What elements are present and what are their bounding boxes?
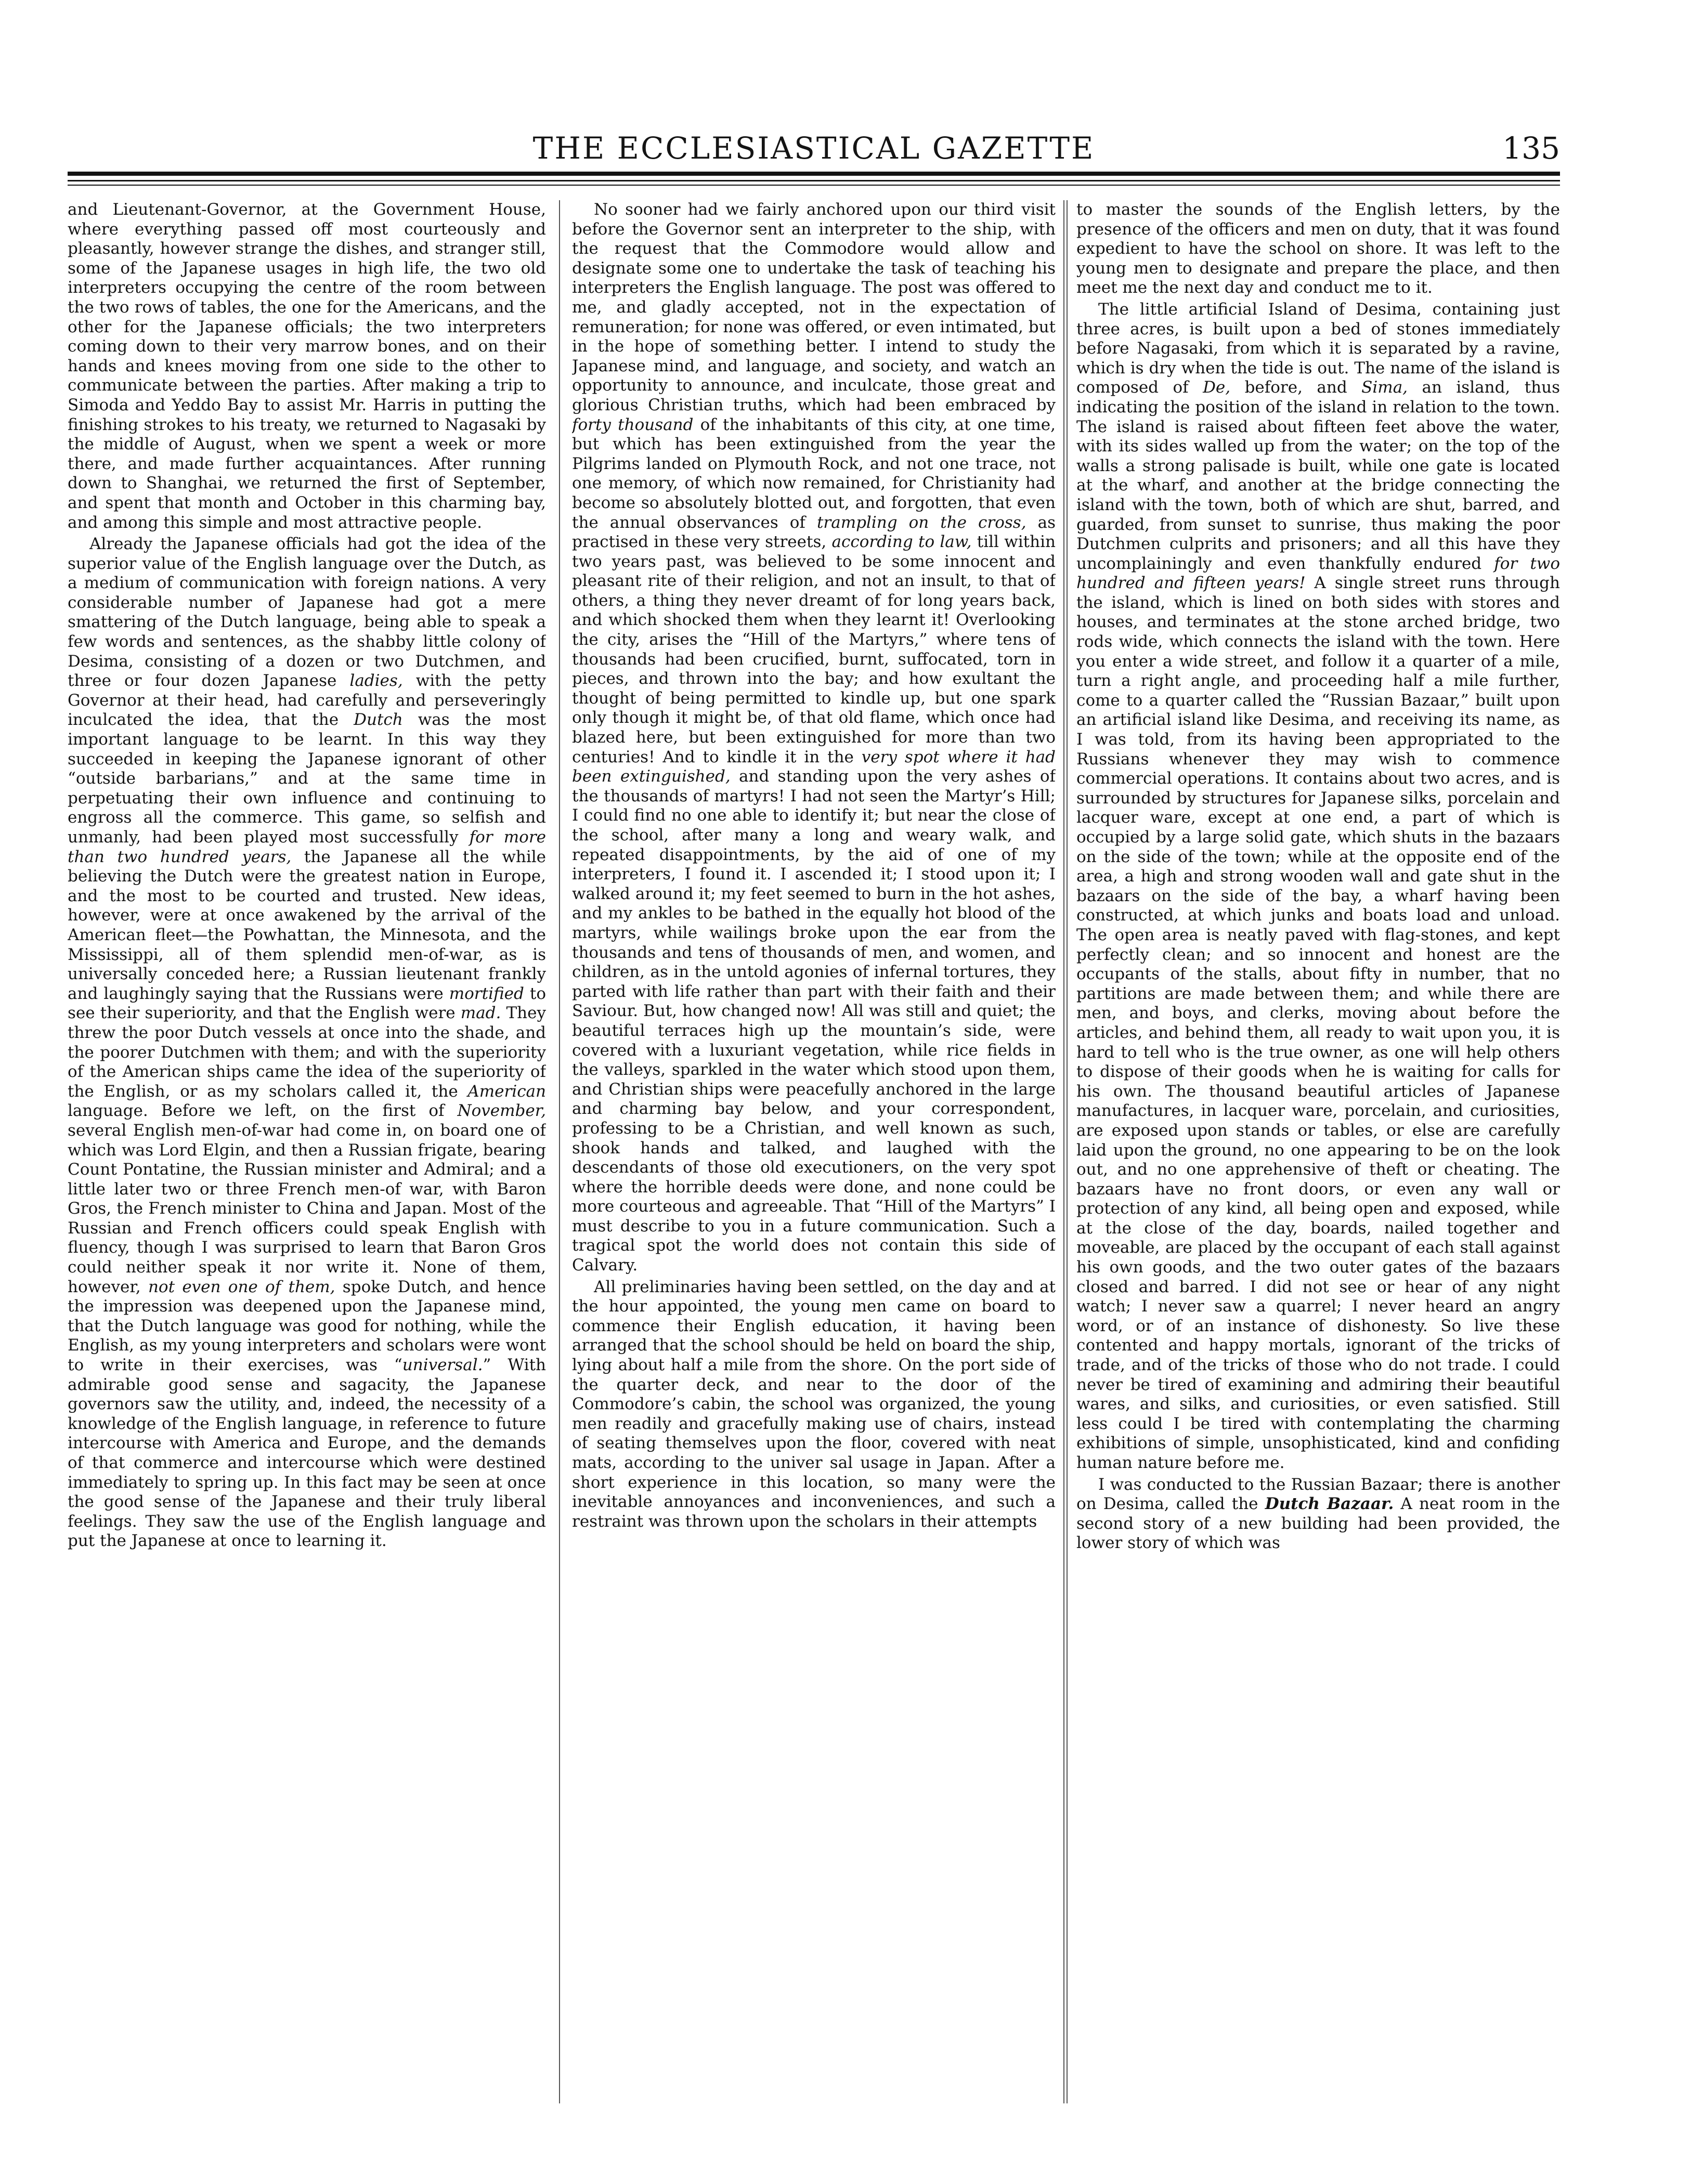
paragraph: [1076, 200, 1560, 298]
header-rule-thin: [68, 185, 1560, 186]
text-run: All preliminaries having been settled, on the day and at the hour appointed, the young men came on board to commence their English education, it having been arranged that the school should be held on board the ship, lying about half a mile from the shore. On the port side of the quarter deck, and near to the door of the Commodore’s cabin, the school was organized, the young men readily and gracefully making use of chairs, instead of seating themselves upon the floor, covered with neat mats, according to the univer sal usage in Japan. After a short experience in this location, so many were the inevitable annoyances and inconveniences, and such a restraint was thrown upon the scholars in their attempts: [572, 1277, 1056, 1531]
emphasis: Dutch: [354, 710, 403, 730]
text-run: spoke Dutch, and hence the impression was deepened upon the Japanese mind, that the Dutch language was good for nothing, while the English, as my young interpreters and scholars were wont to write in their exercises, was “: [68, 1277, 546, 1375]
emphasis: ladies,: [349, 671, 403, 691]
emphasis: universal.: [402, 1356, 483, 1375]
text-run: till within two years past, was believed to be some innocent and pleasant rite of their religion, and not an insult, to that of others, a thing they never dreamt of for long years back, and which shocked them when they learnt it! Overlooking the city, arises the “Hill of the Martyrs,” where tens of thousands had been crucified, burnt, suffocated, torn in pieces, and thrown into the bay; and how exultant the thought of being permitted to kindle up, but one spark only though it might be, of that old flame, which once had blazed here, but been extinguished for more than two centuries! And to kindle it in the: [572, 532, 1056, 766]
text-run: as practised in these very streets,: [572, 513, 1056, 552]
emphasis-bold: Dutch Bazaar.: [1265, 1494, 1394, 1514]
text-run: and standing upon the very ashes of the thousands of martyrs! I had not seen the Martyr’s Hill; I could find no one able to identify it; but near the close of the school, after many a long and weary walk, and repeated disappointments, by the aid of one of my interpreters, I found it. I ascended it; I stood upon it; I walked around it; my feet seemed to burn in the hot ashes, and my ankles to be bathed in the equally hot blood of the martyrs, while wailings broke upon the ear from the thousands and tens of thousands of men, and women, and children, as in the untold agonies of infernal tortures, they parted with life rather than part with their faith and their Saviour. But, how changed now! All was still and quiet; the beautiful terraces high up the mountain’s side, were covered with a luxuriant vegetation, while rice fields in the valleys, sparkled in the water which stood upon them, and Christian ships were peacefully anchored in the large and charming bay below, and your correspondent, professing to be a Christian, and well known as such, shook hands and talked, and laughed with the descendants of those old executioners, on the very spot where the horrible deeds were done, and none could be more courteous and agreeable. That “Hill of the Martyrs” I must describe to you in a future communication. Such a tragical spot the world does not contain this side of Calvary.: [572, 767, 1056, 1275]
text-run: the Japanese all the while believing the Dutch were the greatest nation in Europe, and the most to be courted and trusted. New ideas, however, were at once awakened by the arrival of the American fleet—the Powhattan, the Minnesota, and the Mississippi, all of them splendid men-of-war, as is universally conceded here; a Russian lieutenant frankly and laughingly saying that the Russians were: [68, 847, 546, 1003]
header-rule-medium: [68, 180, 1560, 181]
emphasis: American: [467, 1082, 546, 1101]
emphasis: mortified: [449, 984, 524, 1003]
emphasis: November,: [457, 1101, 546, 1121]
emphasis: according to law,: [831, 532, 972, 552]
text-column-2: [572, 200, 1056, 2119]
emphasis: forty thousand: [572, 415, 694, 434]
column-divider-2: [1063, 200, 1064, 2103]
paragraph: [1076, 1475, 1560, 1553]
emphasis: for two hundred and fifteen years!: [1076, 554, 1560, 593]
text-run: an island, thus indicating the position of the island in relation to the town. The island is raised about fifteen feet above the water, with its sides walled up from the water; on the top of the walls a strong palisade is built, while one gate is located at the wharf, and another at the bridge connecting the island with the town, both of which are shut, barred, and guarded, from sunset to sunrise, thus making the poor Dutchmen culprits and prisoners; and all this have they uncomplainingly and even thankfully endured: [1076, 378, 1560, 573]
text-column-3: [1076, 200, 1560, 2119]
text-column-1: [68, 200, 546, 2119]
text-run: language. Before we left, on the first of: [68, 1101, 458, 1121]
text-run: several English men-of-war had come in, on board one of which was Lord Elgin, and then a Russian frigate, bearing Count Pontatine, the Russian minister and Admiral; and a little later two or three French men-of war, with Baron Gros, the French minister to China and Japan. Most of the Russian and French officers could speak English with fluency, though I was surprised to learn that Baron Gros could neither speak it nor write it. None of them, however,: [68, 1121, 546, 1296]
text-run: ” With admirable good sense and sagacity, the Japanese governors saw the utility, and, indeed, the necessity of a knowledge of the English language, in reference to future intercourse with America and Europe, and the demands of that commerce and intercourse which were destined immediately to spring up. In this fact may be seen at once the good sense of the Japanese and their truly liberal feelings. They saw the use of the English language and put the Japanese at once to learning it.: [68, 1356, 546, 1551]
text-run: of the inhabitants of this city, at one time, but which has been extinguished from the year the Pilgrims landed on Plymouth Rock, and not one trace, not one memory, of which now remained, for Christianity had become so absolutely blotted out, and forgotten, that even the annual observances of: [572, 415, 1056, 532]
text-run: They threw the poor Dutch vessels at once into the shade, and the poorer Dutchmen with them; and with the superiority of the American ships came the idea of the superiority of the English, or as my scholars called it, the: [68, 1004, 546, 1101]
text-run: to master the sounds of the English letters, by the presence of the officers and men on duty, that it was found expedient to have the school on shore. It was left to the young men to designate and prepare the place, and then meet me the next day and conduct me to it.: [1076, 200, 1560, 297]
emphasis: for more than two hundred years,: [68, 828, 546, 866]
text-run: to see their superiority, and that the English were: [68, 984, 546, 1023]
emphasis: not even one of them,: [148, 1277, 335, 1296]
emphasis: Sima,: [1361, 378, 1408, 397]
emphasis: very spot where it had been extinguished,: [572, 747, 1056, 786]
paragraph: [1076, 300, 1560, 1473]
emphasis: [1265, 1494, 1394, 1513]
paragraph: [68, 200, 546, 532]
emphasis: mad.: [460, 1004, 501, 1023]
column-divider-1: [559, 200, 560, 2103]
page-number: 135: [1502, 131, 1560, 166]
header-rule-thick: [68, 172, 1560, 176]
column-divider-2-double: [1067, 200, 1068, 2103]
masthead: [68, 112, 1560, 190]
text-run: A single street runs through the island, which is lined on both sides with stores and houses, and terminates at the stone arched bridge, two rods wide, which connects the island with the town. Here you enter a wide street, and follow it a quarter of a mile, turn a right angle, and proceeding half a mile further, come to a quarter called the “Russian Bazaar,” built upon an artificial island like Desima, and receiving its name, as I was told, from its having been appropriated to the Russians whenever they may wish to commence commercial operations. It contains about two acres, and is surrounded by structures for Japanese silks, porcelain and lacquer ware, except at one end, a part of which is occupied by a large solid gate, which shuts in the bazaars on the side of the town; while at the opposite end of the area, a high and strong wooden wall and gate shut in the bazaars on the side of the bay, a wharf having been constructed, at which junks and boats load and unload. The open area is neatly paved with flag-stones, and kept perfectly clean; and so innocent and honest are the occupants of the stalls, about fifty in number, that no partitions are made between them; and while there are men, and boys, and clerks, moving about before the articles, and behind them, all ready to wait upon you, it is hard to tell who is the true owner, as one will help others to dispose of their goods when he is waiting for calls for his own. The thousand beautiful articles of Japanese manufactures, in lacquer ware, porcelain, and curiosities, are exposed upon stands or tables, or else are carefully laid upon the ground, no one appearing to be on the look out, and no one apprehensive of theft or cheating. The bazaars have no front doors, or even any wall or protection of any kind, all being open and exposed, while at the close of the day, boards, nailed together and moveable, are placed by the occupant of each stall against his own goods, and the two outer gates of the bazaars closed and barred. I did not see or hear of any night watch; I never saw a quarrel; I never heard an angry word, or of an instance of dishonesty. So live these contented and happy mortals, ignorant of the tricks of trade, and of the tricks of those who do not trade. I could never be tired of examining and admiring their beautiful wares, and silks, and curiosities, or even satisfied. Still less could I be tired with contemplating the charming exhibitions of simple, unsophisticated, kind and confiding human nature before me.: [1076, 574, 1560, 1472]
text-run: I was conducted to the Russian Bazaar; there is another on Desima, called the: [1076, 1475, 1560, 1514]
emphasis: De,: [1203, 378, 1231, 397]
text-run: A neat room in the second story of a new building had been provided, the lower story of which was: [1076, 1494, 1560, 1553]
paragraph: [572, 200, 1056, 1276]
page-title: THE ECCLESIASTICAL GAZETTE: [532, 131, 1095, 166]
paragraph: [68, 535, 546, 1551]
paragraph: [572, 1278, 1056, 1532]
text-run: Already the Japanese officials had got the idea of the superior value of the English language over the Dutch, as a medium of communication with foreign nations. A very considerable number of Japanese had got a mere smattering of the Dutch language, being able to speak a few words and sentences, as the shabby little colony of Desima, consisting of a dozen or two Dutchmen, and three or four dozen Japanese: [68, 535, 546, 691]
text-run: was the most important language to be learnt. In this way they succeeded in keeping the Japanese ignorant of other “outside barbarians,” and at the same time in perpetuating their own influence and continuing to engross all the commerce. This game, so selfish and unmanly, had been played most successfully: [68, 710, 546, 847]
emphasis: trampling on the cross,: [816, 513, 1026, 532]
text-run: and Lieutenant-Governor, at the Government House, where everything passed off most courteously and pleasantly, however strange the dishes, and stranger still, some of the Japanese usages in high life, the two old interpreters occupying the centre of the room between the two rows of tables, the one for the Americans, and the other for the Japanese officials; the two interpreters coming down to their very marrow bones, and on their hands and knees moving from one side to the other to communicate between the parties. After making a trip to Simoda and Yeddo Bay to assist Mr. Harris in putting the finishing strokes to his treaty, we returned to Nagasaki by the middle of August, when we spent a week or more there, and made further acquaintances. After running down to Shanghai, we returned the first of September, and spent that month and October in this charming bay, and among this simple and most attractive people.: [68, 200, 546, 532]
text-run: The little artificial Island of Desima, containing just three acres, is built upon a bed of stones immediately before Nagasaki, from which it is separated by a ravine, which is dry when the tide is out. The name of the island is composed of: [1076, 300, 1560, 397]
text-run: before, and: [1230, 378, 1362, 397]
text-run: with the petty Governor at their head, had carefully and perseveringly inculcated the idea, that the: [68, 671, 546, 730]
text-run: No sooner had we fairly anchored upon our third visit before the Governor sent an interpreter to the ship, with the request that the Commodore would allow and designate some one to undertake the task of teaching his interpreters the English language. The post was offered to me, and gladly accepted, not in the expectation of remuneration; for none was offered, or even intimated, but in the hope of something better. I intend to study the Japanese mind, and language, and society, and watch an opportunity to announce, and inculcate, those great and glorious Christian truths, which had been embraced by: [572, 200, 1056, 414]
